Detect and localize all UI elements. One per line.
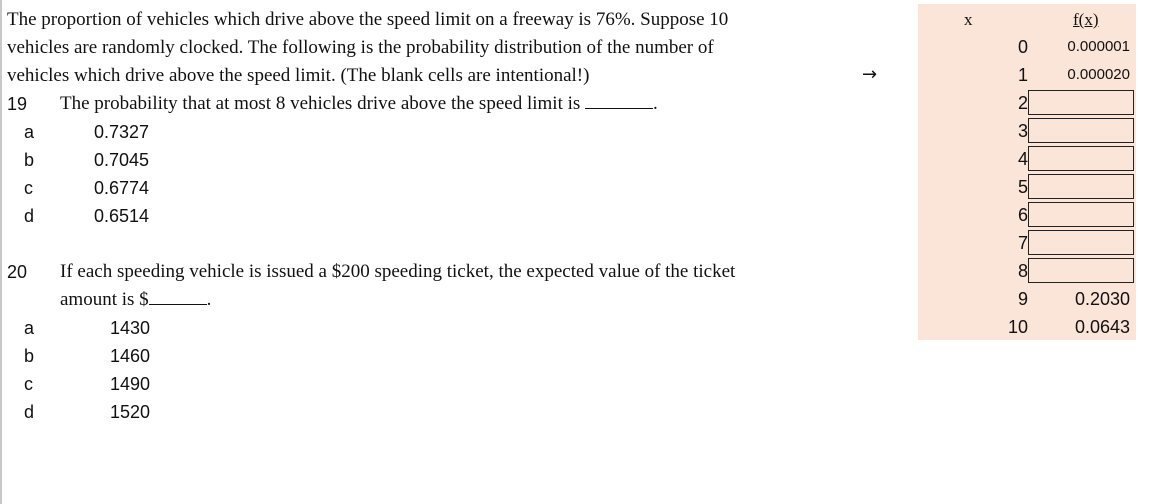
- x-value: 1: [1017, 65, 1028, 85]
- left-border: [0, 0, 2, 504]
- table-row: [918, 145, 1136, 173]
- blank-cell[interactable]: [1028, 174, 1134, 199]
- probability-value: 0.000020: [1067, 66, 1130, 83]
- answer-blank: [585, 94, 653, 109]
- q20-option-value: 1430: [110, 318, 151, 338]
- x-value: 2: [1017, 93, 1028, 113]
- q20-option-letter: c: [24, 374, 33, 394]
- x-value: 6: [1017, 205, 1028, 225]
- intro-line-3: vehicles which drive above the speed limit. (The blank cells are intentional!): [7, 65, 590, 86]
- question-19-prompt: The probability that at most 8 vehicles drive above the speed limit is: [60, 93, 581, 114]
- q19-option-value: 0.6774: [94, 178, 150, 198]
- q19-option-letter: c: [24, 178, 33, 198]
- table-row: [918, 173, 1136, 201]
- q19-option-value: 0.7327: [94, 122, 150, 142]
- blank-cell[interactable]: [1028, 258, 1134, 283]
- intro-line-2: vehicles are randomly clocked. The following is the probability distribution of the number of: [7, 37, 714, 58]
- question-20-text-line-1: If each speeding vehicle is issued a $200 speeding ticket, the expected value of the ticket: [60, 261, 736, 282]
- right-arrow-icon: →: [862, 64, 878, 85]
- table-row: [918, 313, 1136, 341]
- table-row: [918, 89, 1136, 117]
- question-19-number: 19: [7, 94, 28, 114]
- q20-option-letter: b: [24, 346, 35, 366]
- blank-cell[interactable]: [1028, 202, 1134, 227]
- blank-cell[interactable]: [1028, 146, 1134, 171]
- q20-option-value: 1490: [110, 374, 151, 394]
- answer-blank: [149, 290, 207, 305]
- question-20-prompt-end: amount is $: [60, 289, 149, 310]
- question-20-number: 20: [7, 262, 28, 282]
- x-value: 8: [1017, 261, 1028, 281]
- probability-value: 0.2030: [1074, 289, 1130, 309]
- table-row: [918, 285, 1136, 313]
- q19-option-value: 0.6514: [94, 206, 150, 226]
- blank-cell[interactable]: [1028, 90, 1134, 115]
- question-19-period: .: [653, 93, 658, 114]
- table-row: [918, 229, 1136, 257]
- x-value: 3: [1017, 121, 1028, 141]
- blank-cell[interactable]: [1028, 230, 1134, 255]
- column-header-fx: f(x): [1073, 10, 1099, 29]
- q20-option-value: 1460: [110, 346, 151, 366]
- x-value: 9: [1017, 289, 1028, 309]
- q19-option-value: 0.7045: [94, 150, 150, 170]
- q19-option-letter: a: [24, 122, 35, 142]
- x-value: 5: [1017, 177, 1028, 197]
- problem-intro: [7, 6, 887, 90]
- q20-option-letter: a: [24, 318, 35, 338]
- x-value: 10: [1007, 317, 1028, 337]
- blank-cell[interactable]: [1028, 118, 1134, 143]
- table-row: [918, 33, 1136, 61]
- question-20-text-line-2: [60, 286, 211, 314]
- probability-distribution-table: [918, 4, 1136, 340]
- table-row: [918, 201, 1136, 229]
- question-19-text: [60, 90, 658, 118]
- intro-line-1: The proportion of vehicles which drive above the speed limit on a freeway is 76%. Suppose 10: [7, 9, 729, 30]
- probability-value: 0.000001: [1067, 38, 1130, 55]
- q20-option-value: 1520: [110, 402, 151, 422]
- q19-option-letter: d: [24, 206, 35, 226]
- x-value: 0: [1017, 37, 1028, 57]
- table-row: [918, 117, 1136, 145]
- q19-option-letter: b: [24, 150, 35, 170]
- probability-value: 0.0643: [1074, 317, 1130, 337]
- column-header-x: x: [964, 10, 973, 29]
- q20-option-letter: d: [24, 402, 35, 422]
- table-row: [918, 61, 1136, 89]
- table-row: [918, 257, 1136, 285]
- question-20-period: .: [206, 289, 212, 310]
- x-value: 7: [1017, 233, 1028, 253]
- x-value: 4: [1017, 149, 1028, 169]
